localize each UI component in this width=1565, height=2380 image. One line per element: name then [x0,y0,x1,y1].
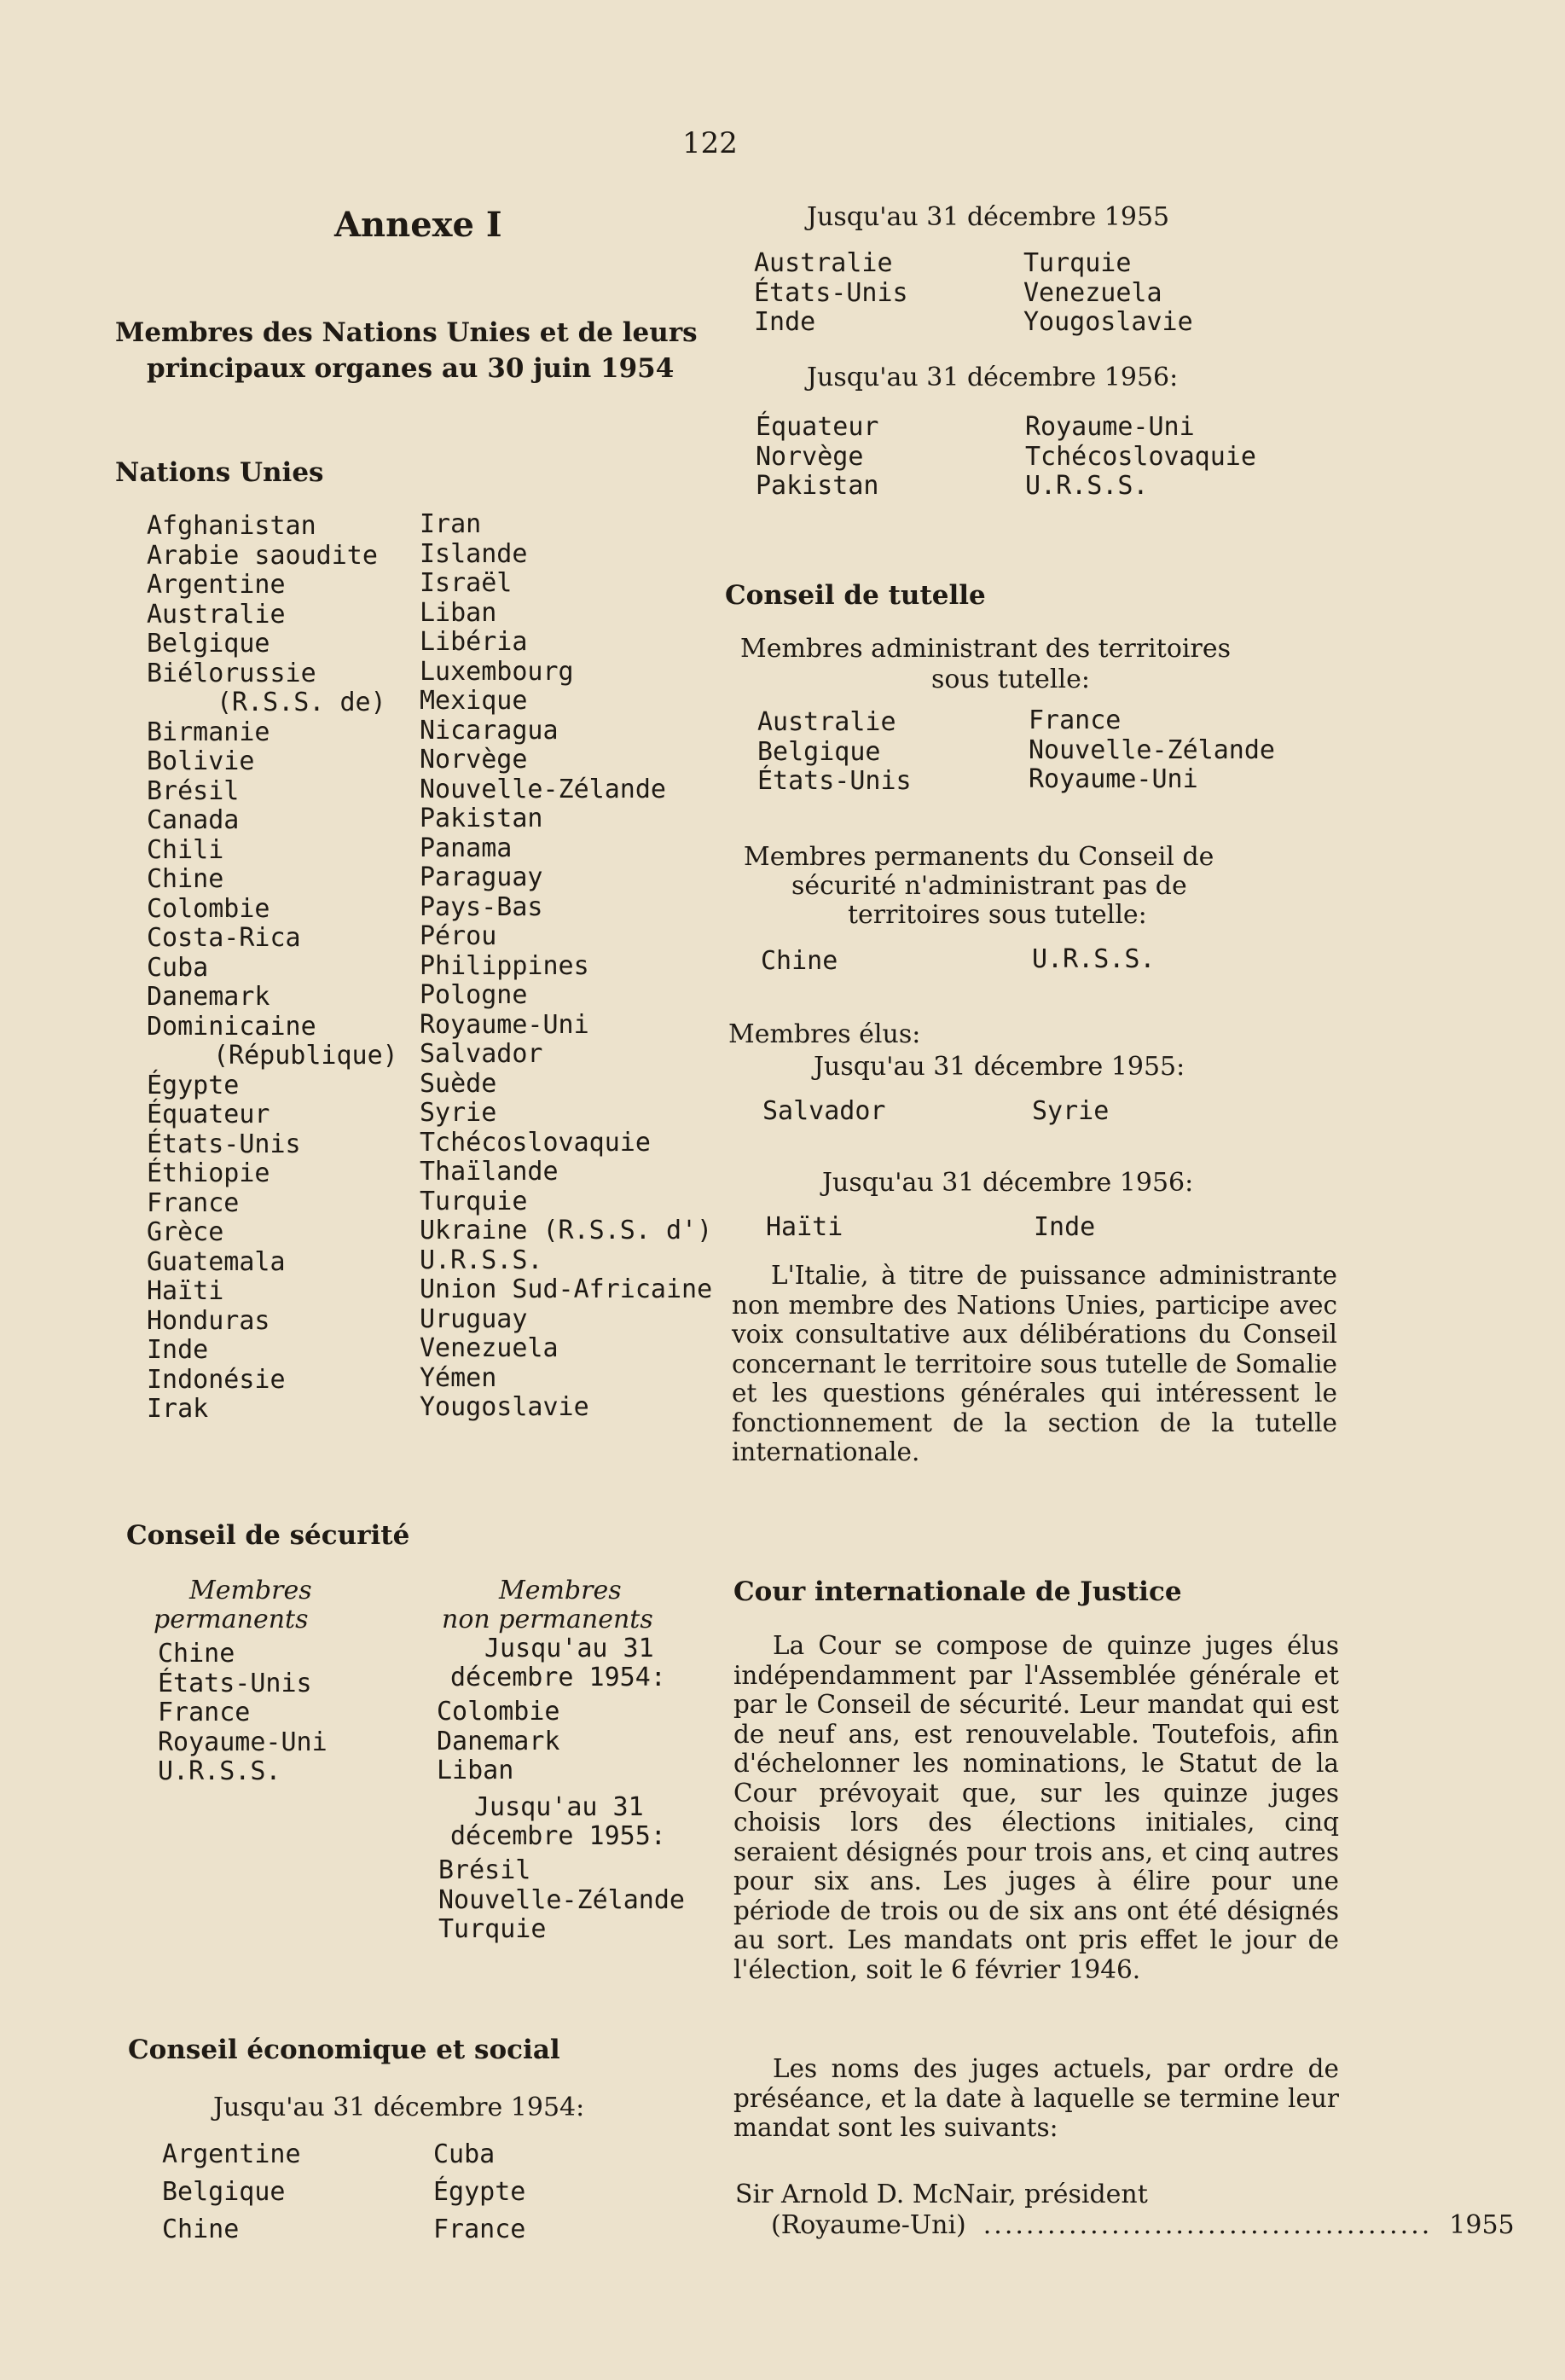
member-item: Chine [147,864,224,894]
ecosoc-1954-item: Égypte [433,2177,526,2207]
ecosoc-1954-item: Argentine [162,2139,301,2169]
member-item: Biélorussie [147,658,316,688]
cs-until-1954-line1: Jusqu'au 31 [484,1634,654,1663]
member-item: Luxembourg [420,656,574,687]
ecosoc-until-1954: Jusqu'au 31 décembre 1954: [213,2093,585,2122]
tutelle-perm-head-1: Membres permanents du Conseil de [744,842,1214,872]
ecosoc-1956-left [756,413,879,502]
cs-1954-list [437,1698,560,1786]
tutelle-admin-head-1: Membres administrant des territoires [740,634,1231,664]
ecosoc-1955-left [754,249,908,338]
cs-until-1954-line2: décembre 1954: [450,1663,666,1692]
ecosoc-1956-item: Tchécoslovaquie [1025,441,1256,472]
ecosoc-until-1955: Jusqu'au 31 décembre 1955 [807,202,1170,232]
tutelle-admin-item: Belgique [757,736,881,767]
tutelle-admin-item: Royaume-Uni [1029,764,1198,794]
tutelle-1955-left: Salvador [762,1096,886,1126]
member-item: Thaïlande [420,1157,559,1187]
member-item: Danemark [147,982,270,1012]
member-item: Libéria [420,627,528,657]
member-item: Équateur [147,1100,270,1129]
member-item: Colombie [147,893,270,924]
member-item: Australie [147,599,286,630]
ecosoc-1954-right [433,2136,525,2249]
member-item: Pérou [420,921,497,951]
cs-permanent-item: Royaume-Uni [158,1727,327,1757]
section-heading-cour: Cour internationale de Justice [733,1576,1182,1607]
section-heading-conseil-securite: Conseil de sécurité [126,1520,410,1551]
member-item: Pologne [420,980,528,1010]
cs-1954-item: Danemark [437,1726,560,1756]
cs-until-1955-line1: Jusqu'au 31 [474,1792,644,1822]
member-item: Argentine [147,570,286,600]
member-item: Mexique [420,686,528,716]
perm-head-line1: Membres [189,1576,312,1605]
member-item: Canada [147,805,240,835]
cs-1955-item: Brésil [438,1855,531,1885]
member-item: Philippines [420,950,589,981]
section-heading-nations-unies: Nations Unies [115,457,324,488]
member-item: Paraguay [420,862,543,892]
member-item: Union Sud-Africaine [420,1274,713,1304]
section-heading-tutelle: Conseil de tutelle [725,580,986,611]
ecosoc-1954-item: Belgique [162,2177,286,2207]
member-item: Liban [420,597,497,628]
ecosoc-1955-right [1023,249,1193,338]
cs-permanent-item: France [158,1698,251,1727]
member-item: Costa-Rica [147,923,301,953]
member-item: Yougoslavie [420,1392,589,1422]
nonperm-head-line2: non permanents [442,1605,653,1634]
member-item: Norvège [420,745,528,775]
tutelle-admin-head-2: sous tutelle: [931,665,1090,694]
member-item: États-Unis [147,1129,301,1159]
cs-1955-item: Nouvelle-Zélande [438,1884,685,1915]
ecosoc-1955-item: Australie [754,248,893,278]
member-item: Grèce [147,1217,224,1247]
ecosoc-1956-item: U.R.S.S. [1025,471,1149,501]
member-item: France [147,1187,240,1218]
tutelle-until-1956: Jusqu'au 31 décembre 1956: [822,1168,1194,1198]
member-item: (République) [213,1041,398,1071]
member-item: Islande [420,538,528,569]
member-item: Haïti [147,1276,224,1306]
tutelle-elus-head: Membres élus: [728,1019,921,1049]
member-item: Indonésie [147,1364,286,1395]
member-item: Bolivie [147,746,255,776]
tutelle-admin-right [1029,706,1275,795]
member-item: Chili [147,834,224,865]
member-item: Brésil [147,775,240,806]
ecosoc-1955-item: Turquie [1023,248,1132,278]
tutelle-admin-item: États-Unis [757,766,912,796]
member-item: (R.S.S. de) [217,688,386,717]
ecosoc-1956-item: Équateur [756,412,879,442]
member-item: Honduras [147,1305,270,1336]
ecosoc-1955-item: Venezuela [1023,277,1162,308]
member-item: Birmanie [147,717,270,747]
ecosoc-1956-item: Royaume-Uni [1025,412,1195,442]
judge-country: (Royaume-Uni) [771,2210,966,2240]
member-item: Syrie [420,1098,497,1128]
cs-until-1955-line2: décembre 1955: [450,1821,666,1851]
member-item: Ukraine (R.S.S. d') [420,1216,713,1245]
member-item: Afghanistan [147,511,316,541]
member-item: Irak [147,1394,209,1424]
member-item: Iran [420,509,482,539]
member-item: Belgique [147,629,270,659]
cs-permanent-item: U.R.S.S. [158,1756,281,1786]
tutelle-perm-right: U.R.S.S. [1032,944,1156,974]
tutelle-admin-item: Nouvelle-Zélande [1029,734,1275,765]
ecosoc-1954-item: Cuba [433,2139,496,2169]
cs-1954-item: Colombie [437,1697,560,1727]
cs-1955-item: Turquie [438,1914,547,1944]
tutelle-perm-head-2: sécurité n'administrant pas de [791,871,1187,901]
member-item: Turquie [420,1186,528,1216]
member-item: Yémen [420,1362,497,1393]
cour-paragraph-1: La Cour se compose de quinze juges élus indépendamment par l'Assemblée générale et par le Conseil de sécurité. Leur mandat qui est de neuf ans, est renouvelable. Toutefois, afin d'échelonner les nominations, le Statut de la Cour prévoyait que, sur les quinze juges choisis lors des élections initiales, cinq seraient désignés pour trois ans, et cinq autres pour six ans. Les juges à élire pour une période de trois ou de six ans ont été désignés au sort. Les mandats ont pris effet le jour de l'élection, soit le 6 février 1946. [733,1631,1339,1984]
member-item: Égypte [147,1070,240,1100]
ecosoc-1954-item: France [433,2215,526,2244]
member-item: Nouvelle-Zélande [420,774,666,804]
member-item: Pakistan [420,804,543,833]
perm-head-line2: permanents [154,1605,309,1634]
cs-permanent-item: États-Unis [158,1668,312,1698]
section-heading-ecosoc: Conseil économique et social [128,2035,560,2065]
member-item: Cuba [147,952,209,983]
member-item: Suède [420,1068,497,1099]
tutelle-1956-left: Haïti [766,1212,843,1242]
tutelle-admin-item: Australie [757,707,896,737]
member-item: Tchécoslovaquie [420,1127,651,1158]
cour-paragraph-2: Les noms des juges actuels, par ordre de préséance, et la date à laquelle se termine leur mandat sont les suivants: [733,2054,1339,2142]
member-item: Éthiopie [147,1158,270,1188]
tutelle-perm-head-3: territoires sous tutelle: [848,900,1147,930]
ecosoc-1956-right [1025,413,1256,502]
ecosoc-until-1956: Jusqu'au 31 décembre 1956: [807,363,1179,392]
member-item: Israël [420,568,513,598]
member-item: Royaume-Uni [420,1009,589,1040]
member-item: Dominicaine [147,1011,316,1042]
ecosoc-1955-item: Yougoslavie [1023,307,1193,337]
member-item: Nicaragua [420,715,559,746]
member-item: Arabie saoudite [147,540,378,571]
member-item: Guatemala [147,1246,286,1277]
subtitle-line-2: principaux organes au 30 juin 1954 [147,353,675,384]
tutelle-1956-right: Inde [1034,1212,1096,1242]
member-item: U.R.S.S. [420,1245,543,1275]
judge-line-1: Sir Arnold D. McNair, président [735,2180,1148,2209]
member-item: Inde [147,1335,209,1365]
page-title: Annexe I [334,205,502,245]
member-list-col1 [147,512,398,1425]
subtitle-line-1: Membres des Nations Unies et de leurs [115,317,698,348]
member-item: Venezuela [420,1333,559,1363]
cs-1955-list [438,1856,685,1945]
judge-line-2 [771,2210,1515,2241]
nonperm-head-line1: Membres [499,1576,622,1605]
cs-1954-item: Liban [437,1756,514,1785]
member-item: Uruguay [420,1303,528,1334]
cs-permanent-item: Chine [158,1639,235,1669]
cs-permanent-list [158,1640,327,1787]
italie-paragraph: L'Italie, à titre de puissance administrante non membre des Nations Unies, participe avec voix consultative aux délibérations du Conseil concernant le territoire sous tutelle de Somalie et les questions générales qui intéressent le fonctionnement de la section de la tutelle internationale. [732,1261,1337,1466]
ecosoc-1956-item: Pakistan [756,471,879,501]
ecosoc-1954-item: Chine [162,2215,240,2244]
tutelle-perm-left: Chine [761,946,838,976]
ecosoc-1956-item: Norvège [756,441,864,472]
tutelle-1955-right: Syrie [1032,1096,1110,1126]
tutelle-admin-left [757,708,912,797]
tutelle-admin-item: France [1029,705,1122,735]
ecosoc-1955-item: États-Unis [754,277,908,308]
ecosoc-1955-item: Inde [754,307,816,337]
judge-year: 1955 [1449,2210,1515,2240]
ecosoc-1954-left [162,2136,301,2249]
page-number: 122 [682,126,738,160]
leader-dots: .......................................... [982,2210,1433,2240]
member-item: Pays-Bas [420,891,543,922]
member-item: Panama [420,833,513,863]
tutelle-until-1955: Jusqu'au 31 décembre 1955: [814,1052,1185,1082]
member-list-col2 [420,510,712,1423]
member-item: Salvador [420,1039,543,1069]
